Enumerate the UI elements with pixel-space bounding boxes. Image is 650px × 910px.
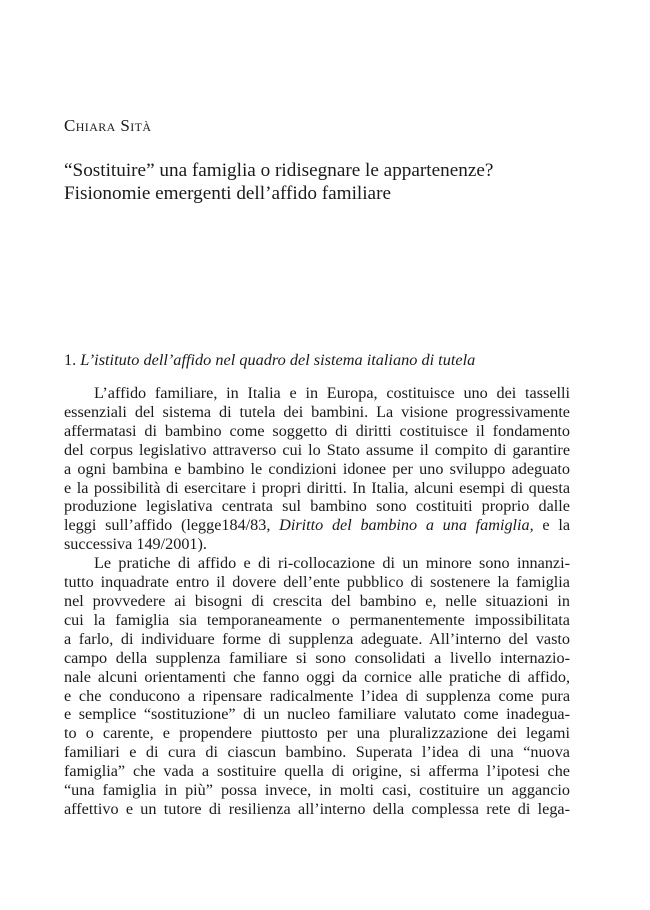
text-line: essenziali del sistema di tutela dei bambini. La visione progressivamente	[64, 402, 570, 421]
paragraph	[64, 554, 570, 819]
text-line: e la possibilità di esercitare i propri diritti. In Italia, alcuni esempi di questa	[64, 478, 570, 497]
author-name: Chiara Sità	[64, 116, 152, 135]
text-line: a farlo, di individuare forme di supplenza adeguate. All’interno del vasto	[64, 629, 570, 648]
section-number: 1.	[64, 350, 77, 369]
body-text	[64, 384, 570, 819]
chapter-title	[64, 159, 570, 205]
text-line: L’affido familiare, in Italia e in Europa, costituisce uno dei tasselli	[94, 384, 570, 402]
text-line	[64, 516, 570, 535]
chapter-title-line: “Sostituire” una famiglia o ridisegnare le appartenenze?	[64, 160, 494, 181]
text-line: e che conducono a ripensare radicalmente l’idea di supplenza come pura	[64, 686, 570, 705]
text-line: Le pratiche di affido e di ri-collocazione di un minore sono innanzi-	[94, 554, 570, 573]
text-line: successiva 149/2001).	[64, 535, 207, 554]
text-line: nel provvedere ai bisogni di crescita del bambino e, nelle situazioni in	[64, 591, 570, 610]
section-title: L’istituto dell’affido nel quadro del sistema italiano di tutela	[80, 350, 476, 369]
text-line: famiglia” che vada a sostituire quella di origine, si afferma l’ipotesi che	[64, 762, 570, 781]
section-heading	[64, 350, 570, 370]
text-line: cui la famiglia sia temporaneamente o permanentemente impossibilitata	[64, 610, 570, 629]
text-line: nale alcuni orientamenti che fanno oggi da cornice alle pratiche di affido,	[64, 667, 570, 686]
law-title-italic: Diritto del bambino a una famiglia,	[279, 516, 534, 535]
text-line: to o carente, e propendere piuttosto per una pluralizzazione dei legami	[64, 724, 570, 743]
text-line: “una famiglia in più” possa invece, in molti casi, costituire un aggancio	[64, 781, 570, 800]
text-line: affermatasi di bambino come soggetto di diritti costituisce il fondamento	[64, 421, 570, 440]
text-line: e semplice “sostituzione” di un nucleo familiare valutato come inadegua-	[64, 705, 570, 724]
document-page	[64, 0, 570, 910]
text-line: produzione legislativa centrata sul bambino sono costituiti proprio dalle	[64, 497, 570, 516]
text-line: a ogni bambina e bambino le condizioni idonee per uno sviluppo adeguato	[64, 459, 570, 478]
text-line: tutto inquadrate entro il dovere dell’ente pubblico di sostenere la famiglia	[64, 573, 570, 592]
text-line: familiari e di cura di ciascun bambino. Superata l’idea di una “nuova	[64, 743, 570, 762]
text-run: e la	[533, 516, 570, 535]
text-line: del corpus legislativo attraverso cui lo Stato assume il compito di garantire	[64, 440, 570, 459]
text-line: affettivo e un tutore di resilienza all’interno della complessa rete di lega-	[64, 799, 570, 818]
text-line: campo della supplenza familiare si sono consolidati a livello internazio-	[64, 648, 570, 667]
text-run: leggi sull’affido (legge184/83,	[64, 516, 280, 535]
paragraph	[64, 384, 570, 554]
chapter-title-line: Fisionomie emergenti dell’affido familiare	[64, 183, 391, 204]
